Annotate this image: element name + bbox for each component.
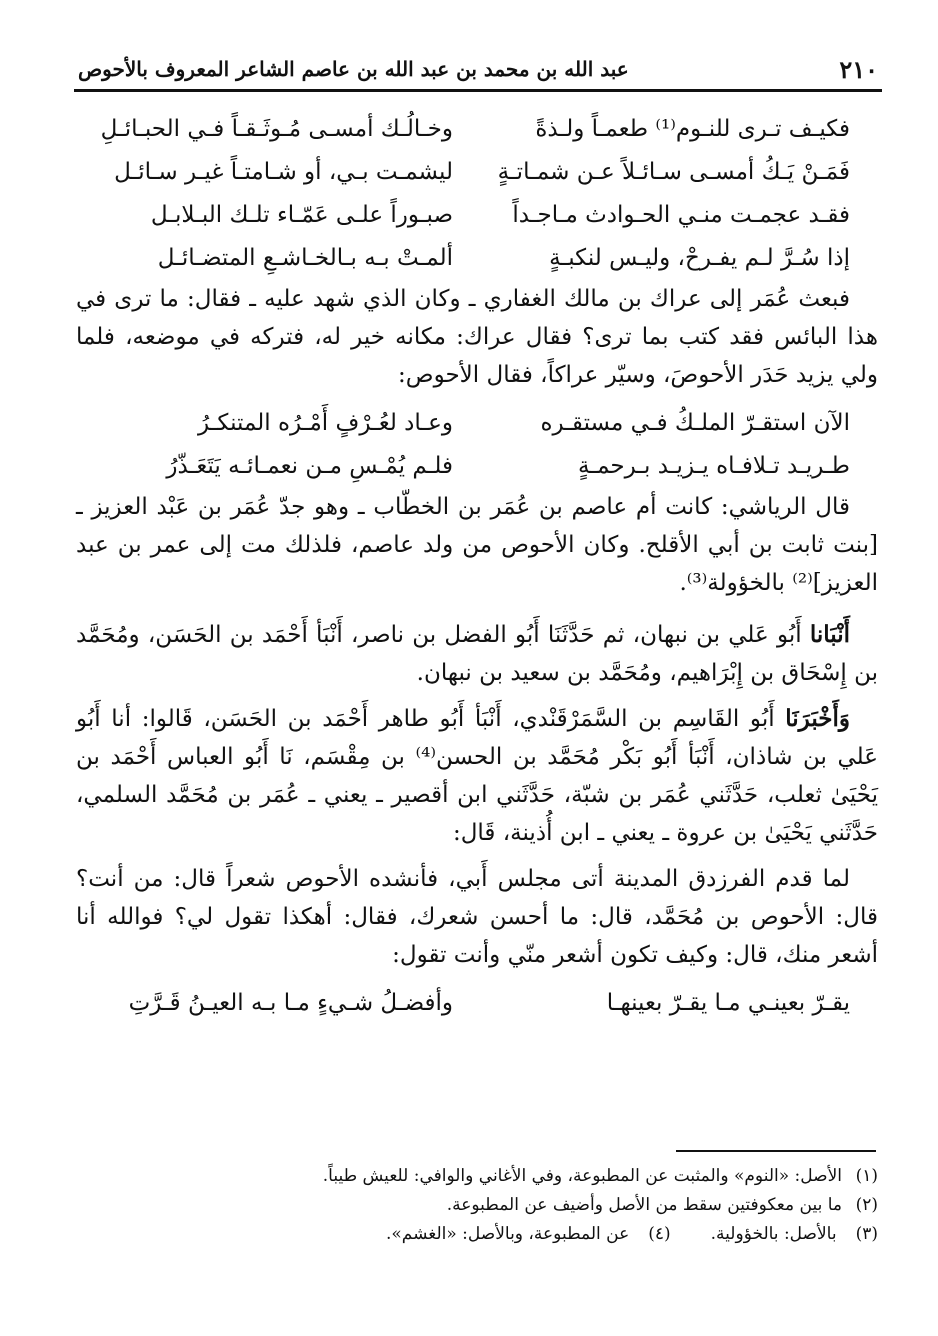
isnad-keyword: أَنْبَانا: [809, 621, 850, 648]
running-title: عبد الله بن محمد بن عبد الله بن عاصم الشاعر المعروف بالأحوص: [78, 57, 629, 81]
page-number: ٢١٠: [839, 54, 878, 84]
verse-line: [76, 402, 878, 445]
footnotes: [76, 1162, 878, 1249]
paragraph-farazdaq: لما قدم الفرزدق المدينة أتى مجلس أَبي، فأنشده الأحوص شعراً قال: من أنت؟ قال: الأحوص بن مُحَمَّد، قال: ما أحسن شعرك، فقال: أهكذا تقول لي؟ فوالله أنا أشعر منك، قال: وكيف تكون أشعر منّي وأنت تقول:: [76, 866, 878, 968]
paragraph-isnad-1: [76, 616, 878, 692]
footnote-pair: [76, 1220, 878, 1249]
verse-second-hemistich: ليشمـت بـي، أو شـامتـاً غيـر سـائـل: [114, 159, 453, 185]
verse-first-hemistich: الآن استقـرّ الملـكُ فـي مستقـره: [540, 410, 850, 436]
verse-second-hemistich: فلـم يُمْـسِ مـن نعمـائـه يَتَعَـذّرُ: [166, 453, 453, 479]
isnad-text: أَبُو عَلي بن نبهان، ثم حَدَّثَنَا أَبُو الفضل بن ناصر، أَنْبَأ أَحْمَد بن الحَسَن، ومُحَمَّد بن إِسْحَاق بن إِبْرَاهيم، ومُحَمَّد بن سعيد بن نبهان.: [76, 622, 878, 686]
footnote-text: ما بين معكوفتين سقط من الأصل وأضيف عن المطبوعة.: [446, 1195, 842, 1215]
isnad-text: أَبُو القَاسِم بن السَّمَرْقَنْدي، أَنْبَأ أَبُو طاهر أَحْمَد بن الحَسَن، قَالوا: أنا أَبُو عَلي بن شاذان، أَنْبَأ أَبُو بَكْر مُحَمَّد بن الحسن⁽⁴⁾ بن مِقْسَم، نَا أَبُو العباس أَحْمَد بن يَحْيَىٰ ثعلب، حَدَّثَني عُمَر بن شبّة، حَدَّثَني ابن أقصير ـ يعني ـ عُمَر بن مُحَمَّد السلمي، حَدَّثَني يَحْيَىٰ بن عروة ـ يعني ـ ابن أُذينة، قَال:: [76, 706, 878, 846]
verse-first-hemistich: فكيـف تـرى للنـوم⁽¹⁾ طعمـاً ولـذةً: [535, 116, 850, 142]
verse-first-hemistich: طـريـد تـلافـاه يـزيـد بـرحمـةٍ: [578, 453, 850, 479]
verse-second-hemistich: ألمـتْ بـه بـالخـاشـعِ المتضـائـل: [157, 245, 453, 271]
page-header: [78, 50, 878, 88]
footnote-number: (٤): [648, 1224, 671, 1244]
footnote: [76, 1191, 878, 1220]
verse-first-hemistich: فقـد عجمـت منـي الحـوادث مـاجـداً: [512, 202, 850, 228]
footnote-number: (٣): [855, 1224, 878, 1244]
main-text: [76, 108, 878, 1025]
verse-line: [76, 194, 878, 237]
header-rule: [74, 89, 882, 92]
footnote-rule: [676, 1150, 876, 1152]
footnote: [76, 1162, 878, 1191]
footnote: [386, 1220, 671, 1249]
paragraph-umar-iraak: فبعث عُمَر إلى عراك بن مالك الغفاري ـ وكان الذي شهد عليه ـ فقال: ما ترى في هذا البائس فقد كتب بما ترى؟ فقال عراك: مكانه خير له، فتركه في موضعه، فلما ولي يزيد حَدَر الأحوصَ، وسيّر عراكاً، فقال الأحوص:: [76, 286, 878, 388]
footnote-number: (١): [855, 1166, 878, 1186]
verse-second-hemistich: وخـالُـك أمسـى مُـوثَـقـاً فـي الحبـائـلِ: [100, 116, 453, 142]
verse-second-hemistich: وعـاد لعُـرْفٍ أَمْـرُه المتنكـرُ: [197, 410, 453, 436]
verse-first-hemistich: فَمَـنْ يَـكُ أمسـى سـائـلاً عـن شمـاتـةٍ: [497, 159, 850, 185]
verse-first-hemistich: إذا سُـرَّ لـم يفـرحْ، وليـس لنكبـةٍ: [549, 245, 850, 271]
verse-first-hemistich: يقـرّ بعينـي مـا يقـرّ بعينهـا: [606, 990, 850, 1016]
verse-second-hemistich: وأفضـلُ شـيءٍ مـا بـه العيـنُ قَـرَّتِ: [128, 990, 453, 1016]
footnote: [711, 1220, 878, 1249]
paragraph-isnad-2: [76, 700, 878, 852]
footnote-number: (٢): [855, 1195, 878, 1215]
isnad-keyword: وَأَخْبَرَنَا: [785, 705, 850, 732]
verse-line: [76, 108, 878, 151]
verse-second-hemistich: صبـوراً علـى عَمّـاء تلـك البـلابـل: [150, 202, 453, 228]
verse-line: [76, 237, 878, 280]
footnote-text: بالأصل: بالخؤولية.: [710, 1224, 837, 1244]
verse-line: [76, 982, 878, 1025]
verse-line: [76, 445, 878, 488]
footnote-text: الأصل: «النوم» والمثبت عن المطبوعة، وفي الأغاني والوافي: للعيش طيباً.: [322, 1166, 842, 1186]
paragraph-riyashi: قال الرياشي: كانت أم عاصم بن عُمَر بن الخطّاب ـ وهو جدّ عُمَر بن عَبْد العزيز ـ [بنت ثابت بن أبي الأقلح. وكان الأحوص من ولد عاصم، فلذلك مت إلى عمر بن عبد العزيز]⁽²⁾ بالخؤولة⁽³⁾.: [76, 494, 878, 596]
verse-line: [76, 151, 878, 194]
footnote-text: عن المطبوعة، وبالأصل: «الغشم».: [385, 1224, 630, 1244]
